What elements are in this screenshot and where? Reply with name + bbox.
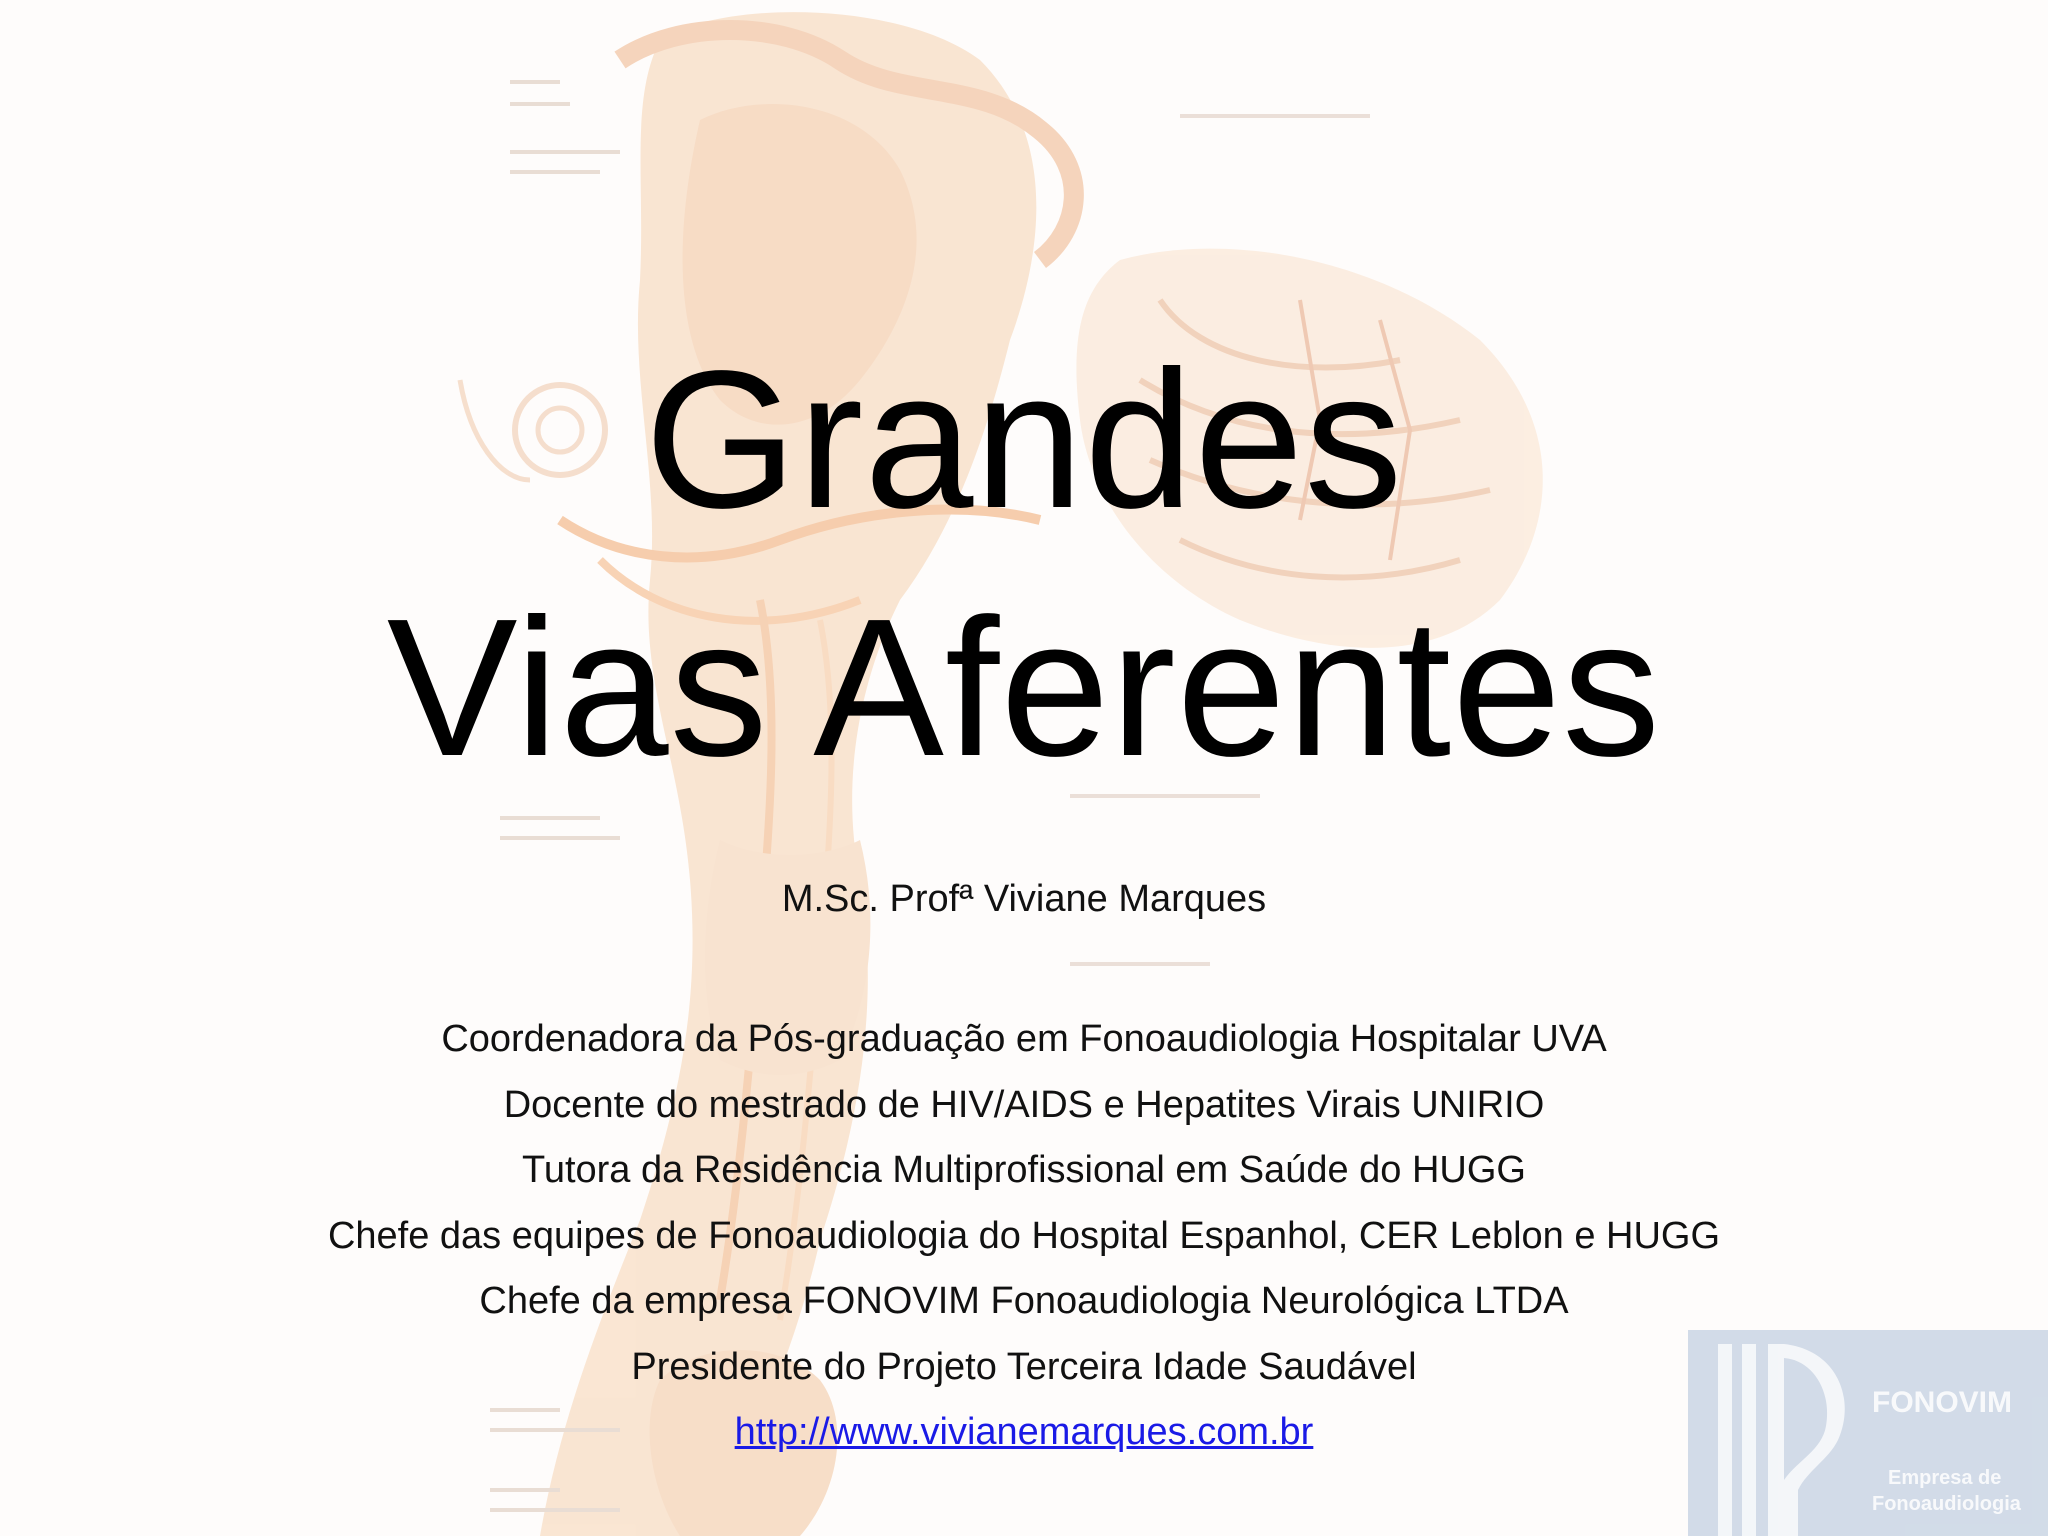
author-name: M.Sc. Profª Viviane Marques	[781, 878, 1267, 920]
title-line-1: Grandes	[644, 330, 1404, 549]
credit-line: Presidente do Projeto Terceira Idade Saudável	[631, 1345, 1417, 1388]
credit-line: Chefe da empresa FONOVIM Fonoaudiologia Neurológica LTDA	[479, 1280, 1569, 1322]
fonovim-logo	[1688, 1330, 2048, 1536]
credit-line: Docente do mestrado de HIV/AIDS e Hepatites Virais UNIRIO	[503, 1083, 1545, 1126]
logo-name: FONOVIM	[1872, 1386, 2012, 1419]
credit-line: Tutora da Residência Multiprofissional em Saúde do HUGG	[522, 1149, 1526, 1191]
website-link[interactable]: http://www.vivianemarques.com.br	[734, 1411, 1314, 1453]
credit-line: Chefe das equipes de Fonoaudiologia do Hospital Espanhol, CER Leblon e HUGG	[327, 1214, 1721, 1257]
logo-tagline-2: Fonoaudiologia	[1872, 1493, 2021, 1515]
fonovim-logo-mark	[1688, 1330, 2048, 1536]
title-line-2: Vias Aferentes	[386, 578, 1662, 797]
credit-line: Coordenadora da Pós-graduação em Fonoaudiologia Hospitalar UVA	[441, 1018, 1607, 1060]
logo-tagline-1: Empresa de	[1888, 1467, 2002, 1489]
